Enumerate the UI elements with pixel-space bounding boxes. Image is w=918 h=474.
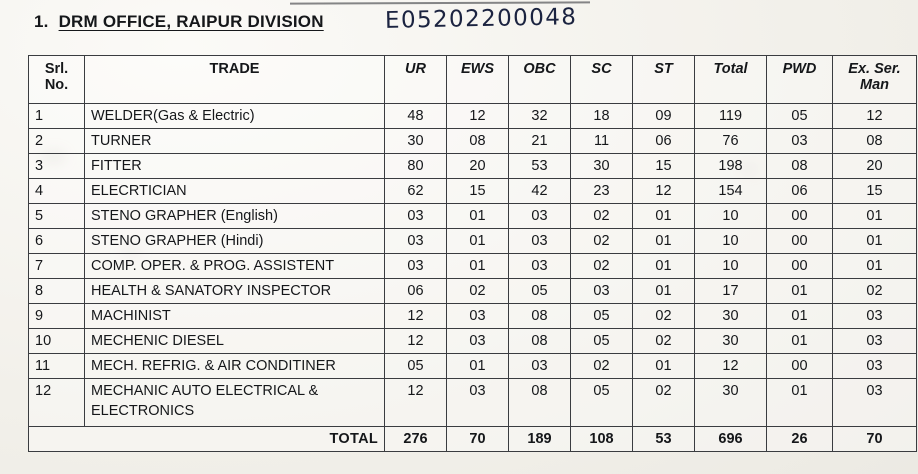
cell-st: 15: [633, 154, 695, 179]
cell-total: 30: [695, 304, 767, 329]
cell-trade: TURNER: [85, 129, 385, 154]
cell-srl: 6: [29, 229, 85, 254]
cell-obc: 08: [509, 379, 571, 427]
cell-ur: 05: [385, 354, 447, 379]
total-sc: 108: [571, 427, 633, 452]
cell-srl: 12: [29, 379, 85, 427]
cell-total: 10: [695, 254, 767, 279]
vacancy-table: [28, 55, 917, 452]
column-header-srl-line1: Srl.: [44, 61, 69, 77]
cell-ur: 06: [385, 279, 447, 304]
table-header-row: [29, 56, 917, 104]
cell-pwd: 01: [767, 329, 833, 354]
cell-total: 10: [695, 229, 767, 254]
cell-st: 01: [633, 279, 695, 304]
cell-pwd: 01: [767, 304, 833, 329]
total-label: TOTAL: [29, 427, 385, 452]
cell-obc: 53: [509, 154, 571, 179]
column-header-st: ST: [633, 56, 695, 104]
cell-sc: 18: [571, 104, 633, 129]
cell-ews: 01: [447, 354, 509, 379]
cell-ex: 08: [833, 129, 917, 154]
cell-trade: MECHANIC AUTO ELECTRICAL & ELECTRONICS: [85, 379, 385, 427]
cell-sc: 23: [571, 179, 633, 204]
cell-pwd: 00: [767, 204, 833, 229]
total-ex-serviceman: 70: [833, 427, 917, 452]
cell-st: 01: [633, 229, 695, 254]
cell-sc: 05: [571, 304, 633, 329]
cell-pwd: 00: [767, 354, 833, 379]
column-header-ews: EWS: [447, 56, 509, 104]
cell-st: 01: [633, 254, 695, 279]
cell-total: 154: [695, 179, 767, 204]
table-row: [29, 329, 917, 354]
cell-srl: 9: [29, 304, 85, 329]
cell-ur: 03: [385, 254, 447, 279]
column-header-srl: [29, 56, 85, 104]
cell-srl: 8: [29, 279, 85, 304]
cell-pwd: 06: [767, 179, 833, 204]
cell-total: 198: [695, 154, 767, 179]
cell-sc: 05: [571, 379, 633, 427]
cell-ex: 01: [833, 229, 917, 254]
cell-ews: 03: [447, 379, 509, 427]
table-row: [29, 254, 917, 279]
cell-srl: 4: [29, 179, 85, 204]
table-row: [29, 279, 917, 304]
cell-ex: 01: [833, 254, 917, 279]
cell-total: 30: [695, 379, 767, 427]
cell-obc: 03: [509, 354, 571, 379]
cell-ur: 80: [385, 154, 447, 179]
cell-ur: 12: [385, 329, 447, 354]
cell-trade: FITTER: [85, 154, 385, 179]
page-title: [34, 12, 324, 32]
cell-ex: 03: [833, 304, 917, 329]
cell-srl: 1: [29, 104, 85, 129]
table-row: [29, 104, 917, 129]
cell-ur: 03: [385, 204, 447, 229]
cell-st: 09: [633, 104, 695, 129]
total-obc: 189: [509, 427, 571, 452]
cell-ur: 12: [385, 304, 447, 329]
column-header-srl-line2: No.: [44, 77, 69, 93]
cell-total: 119: [695, 104, 767, 129]
table-row: [29, 379, 917, 427]
cell-trade: ELECRTICIAN: [85, 179, 385, 204]
cell-trade: MACHINIST: [85, 304, 385, 329]
cell-ews: 03: [447, 329, 509, 354]
cell-trade: MECHENIC DIESEL: [85, 329, 385, 354]
cell-srl: 5: [29, 204, 85, 229]
cell-ex: 03: [833, 329, 917, 354]
total-ews: 70: [447, 427, 509, 452]
cell-ews: 01: [447, 229, 509, 254]
handwritten-code: E05202200048: [384, 4, 578, 34]
cell-ex: 01: [833, 204, 917, 229]
cell-ex: 02: [833, 279, 917, 304]
cell-pwd: 00: [767, 254, 833, 279]
cell-sc: 02: [571, 204, 633, 229]
column-header-obc: OBC: [509, 56, 571, 104]
cell-total: 12: [695, 354, 767, 379]
column-header-sc: SC: [571, 56, 633, 104]
cell-ur: 30: [385, 129, 447, 154]
table-row: [29, 154, 917, 179]
table-row: [29, 354, 917, 379]
cell-pwd: 00: [767, 229, 833, 254]
table-body: [29, 104, 917, 427]
cell-ur: 62: [385, 179, 447, 204]
column-header-trade: TRADE: [85, 56, 385, 104]
cell-ews: 01: [447, 204, 509, 229]
column-header-ur: UR: [385, 56, 447, 104]
cell-ews: 02: [447, 279, 509, 304]
cell-ur: 12: [385, 379, 447, 427]
cell-pwd: 01: [767, 379, 833, 427]
total-total: 696: [695, 427, 767, 452]
cell-sc: 02: [571, 354, 633, 379]
cell-trade: STENO GRAPHER (English): [85, 204, 385, 229]
heading-number: 1.: [34, 12, 49, 31]
cell-ews: 20: [447, 154, 509, 179]
cell-st: 01: [633, 204, 695, 229]
table-total-row: [29, 427, 917, 452]
table-header: [29, 56, 917, 104]
cell-sc: 02: [571, 254, 633, 279]
cell-srl: 2: [29, 129, 85, 154]
column-header-total: Total: [695, 56, 767, 104]
table-row: [29, 204, 917, 229]
cell-sc: 11: [571, 129, 633, 154]
cell-obc: 21: [509, 129, 571, 154]
cell-total: 17: [695, 279, 767, 304]
cell-st: 01: [633, 354, 695, 379]
cell-pwd: 05: [767, 104, 833, 129]
table-footer: [29, 427, 917, 452]
cell-pwd: 08: [767, 154, 833, 179]
cell-ex: 03: [833, 354, 917, 379]
table-row: [29, 129, 917, 154]
cell-obc: 05: [509, 279, 571, 304]
cell-ex: 03: [833, 379, 917, 427]
cell-ex: 15: [833, 179, 917, 204]
cell-ews: 01: [447, 254, 509, 279]
cell-st: 02: [633, 329, 695, 354]
cell-ex: 12: [833, 104, 917, 129]
cell-st: 12: [633, 179, 695, 204]
cell-pwd: 03: [767, 129, 833, 154]
cell-sc: 30: [571, 154, 633, 179]
column-header-ex-line1: Ex. Ser.: [848, 61, 901, 77]
cell-sc: 05: [571, 329, 633, 354]
cell-st: 02: [633, 379, 695, 427]
cell-trade: WELDER(Gas & Electric): [85, 104, 385, 129]
column-header-ex-line2: Man: [860, 77, 889, 93]
cell-obc: 08: [509, 329, 571, 354]
table-row: [29, 179, 917, 204]
cell-st: 02: [633, 304, 695, 329]
cell-srl: 3: [29, 154, 85, 179]
cell-obc: 03: [509, 204, 571, 229]
cell-sc: 03: [571, 279, 633, 304]
total-pwd: 26: [767, 427, 833, 452]
cell-obc: 03: [509, 254, 571, 279]
column-header-ex-serviceman: [833, 56, 917, 104]
cell-total: 30: [695, 329, 767, 354]
cell-ews: 08: [447, 129, 509, 154]
cell-obc: 42: [509, 179, 571, 204]
cell-obc: 32: [509, 104, 571, 129]
cell-st: 06: [633, 129, 695, 154]
cell-ex: 20: [833, 154, 917, 179]
cell-ur: 48: [385, 104, 447, 129]
total-ur: 276: [385, 427, 447, 452]
cell-pwd: 01: [767, 279, 833, 304]
cell-srl: 11: [29, 354, 85, 379]
table-row: [29, 229, 917, 254]
cell-trade: MECH. REFRIG. & AIR CONDITINER: [85, 354, 385, 379]
cell-total: 76: [695, 129, 767, 154]
total-st: 53: [633, 427, 695, 452]
table-row: [29, 304, 917, 329]
cell-ews: 15: [447, 179, 509, 204]
cell-obc: 03: [509, 229, 571, 254]
column-header-pwd: PWD: [767, 56, 833, 104]
cell-obc: 08: [509, 304, 571, 329]
cell-ur: 03: [385, 229, 447, 254]
cell-ews: 03: [447, 304, 509, 329]
cell-trade: HEALTH & SANATORY INSPECTOR: [85, 279, 385, 304]
cell-trade: STENO GRAPHER (Hindi): [85, 229, 385, 254]
cell-srl: 10: [29, 329, 85, 354]
cell-ews: 12: [447, 104, 509, 129]
cell-trade: COMP. OPER. & PROG. ASSISTENT: [85, 254, 385, 279]
cell-sc: 02: [571, 229, 633, 254]
cell-total: 10: [695, 204, 767, 229]
cell-srl: 7: [29, 254, 85, 279]
heading-title: DRM OFFICE, RAIPUR DIVISION: [58, 12, 324, 31]
